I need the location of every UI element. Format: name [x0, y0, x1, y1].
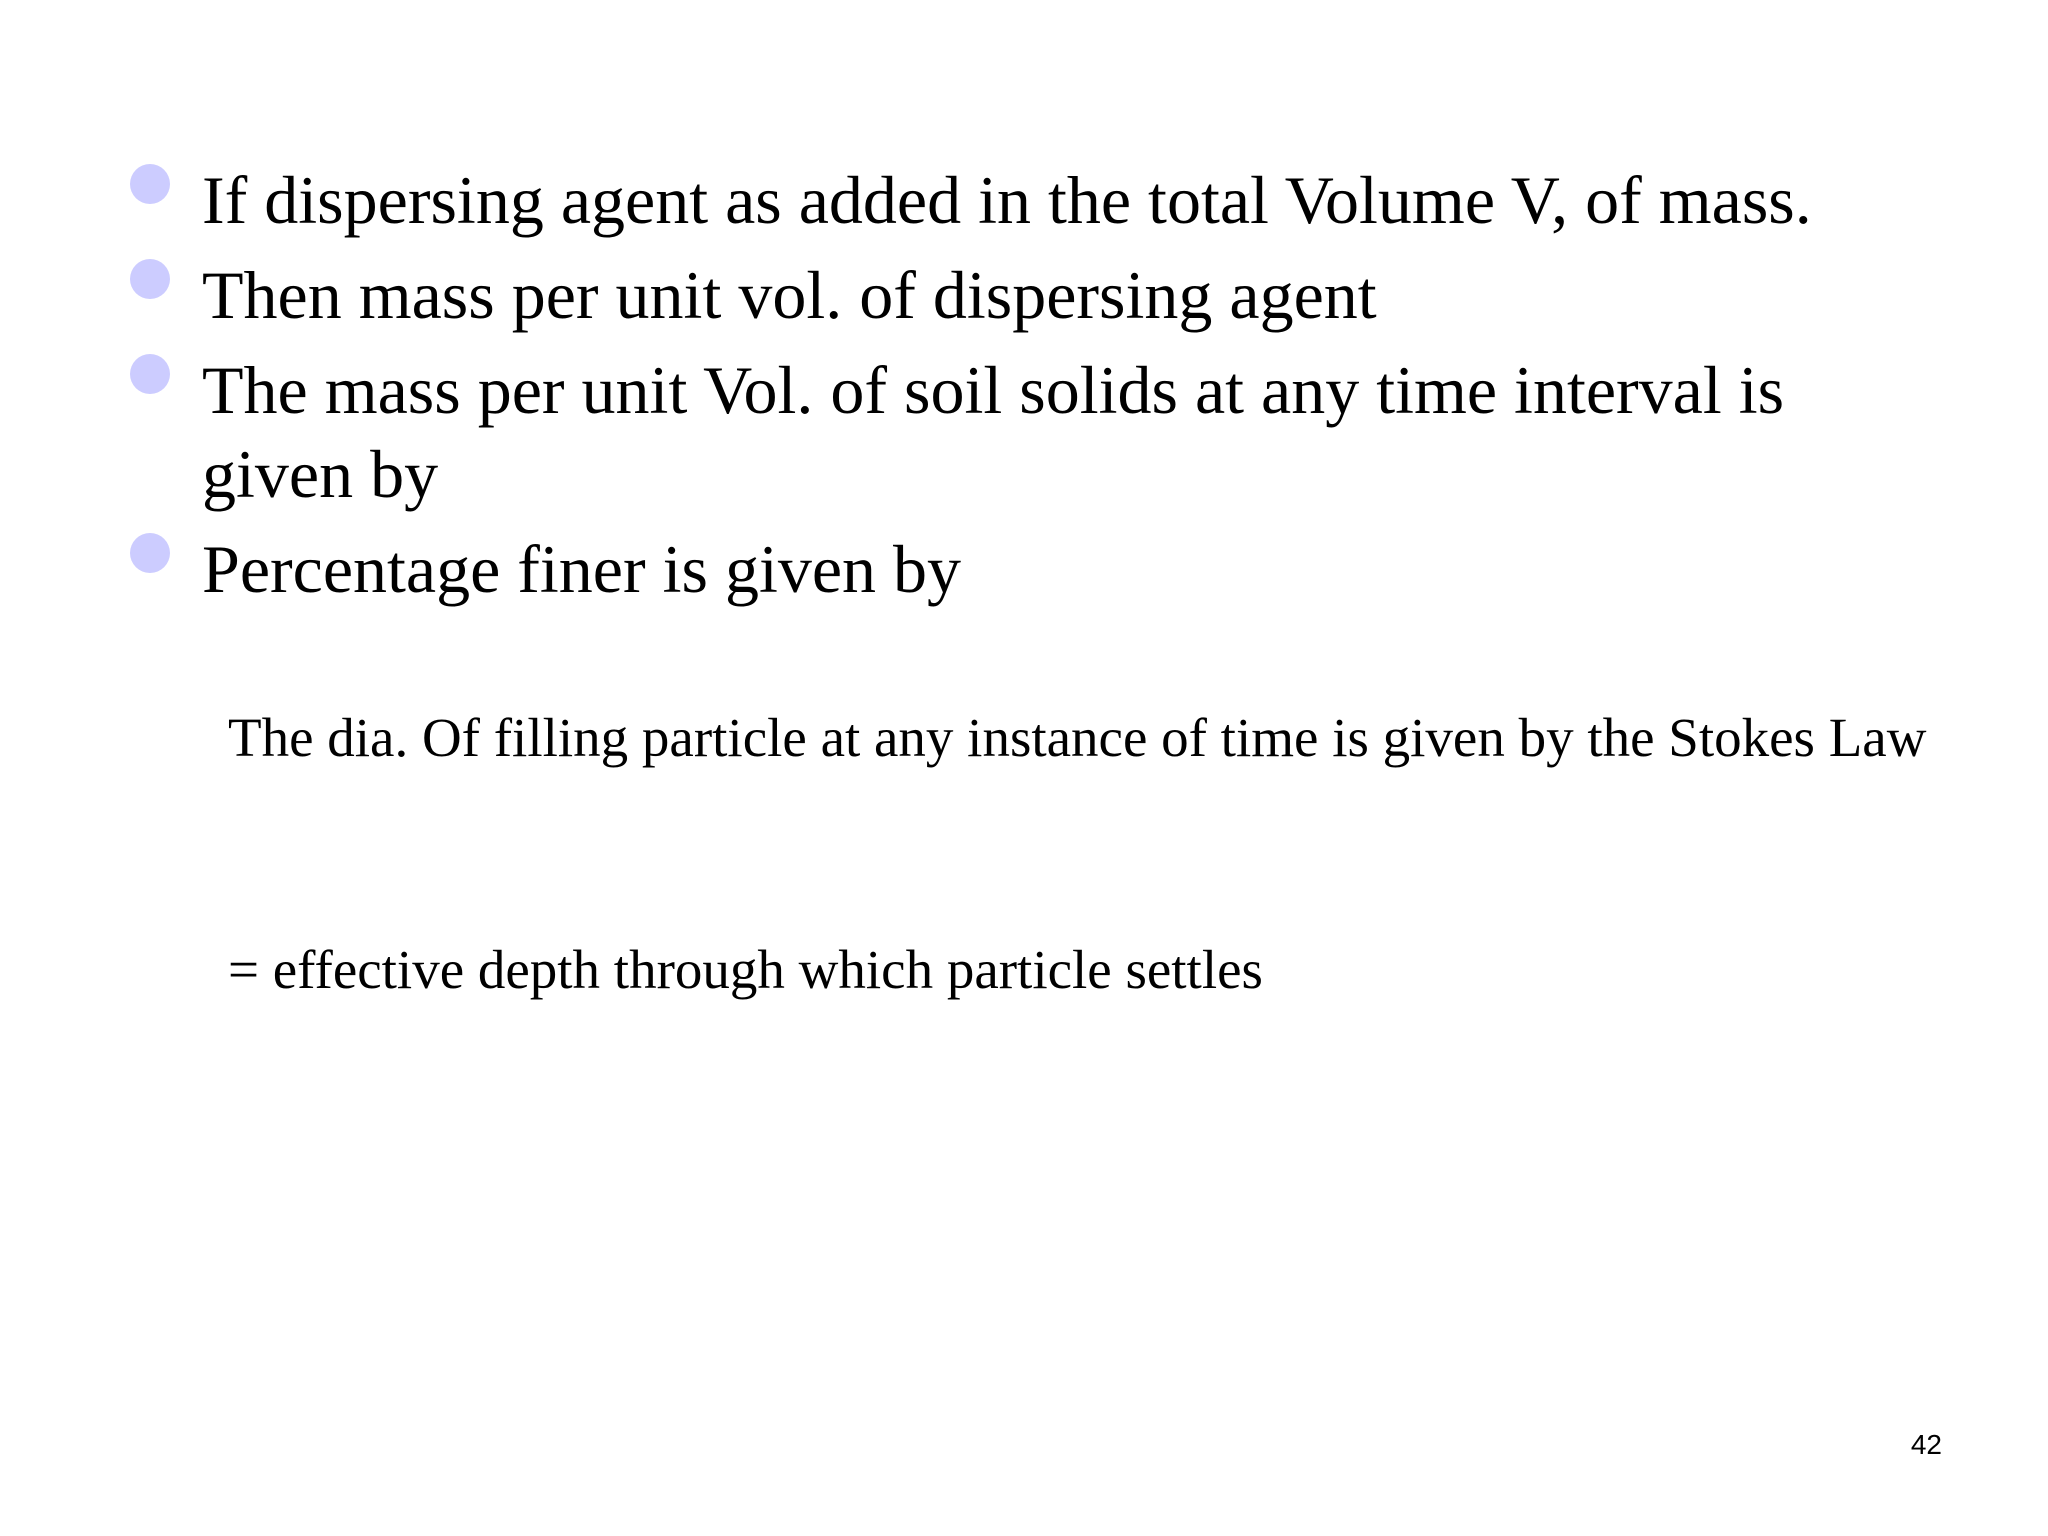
bullet-text: Percentage finer is given by [202, 531, 962, 607]
stokes-law-note: The dia. Of filling particle at any instance of time is given by the Stokes Law [228, 707, 1927, 768]
bullet-dot-icon [130, 164, 170, 204]
bullet-item-percentage-finer [128, 527, 1928, 611]
bullet-text: If dispersing agent as added in the total Volume V, of mass. [202, 162, 1812, 238]
bullet-text: Then mass per unit vol. of dispersing agent [202, 257, 1377, 333]
bullet-dot-icon [130, 533, 170, 573]
bullet-dot-icon [130, 354, 170, 394]
bullet-text: The mass per unit Vol. of soil solids at any time interval is given by [202, 352, 1785, 512]
bullet-dot-icon [130, 259, 170, 299]
bullet-item-dispersing-agent [128, 158, 1928, 242]
page-number: 42 [1910, 1429, 1942, 1460]
bullet-list [128, 158, 1928, 622]
bullet-item-soil-solids [128, 348, 1928, 516]
bullet-item-mass-per-unit-vol [128, 253, 1928, 337]
effective-depth-note: = effective depth through which particle settles [228, 939, 1263, 1000]
